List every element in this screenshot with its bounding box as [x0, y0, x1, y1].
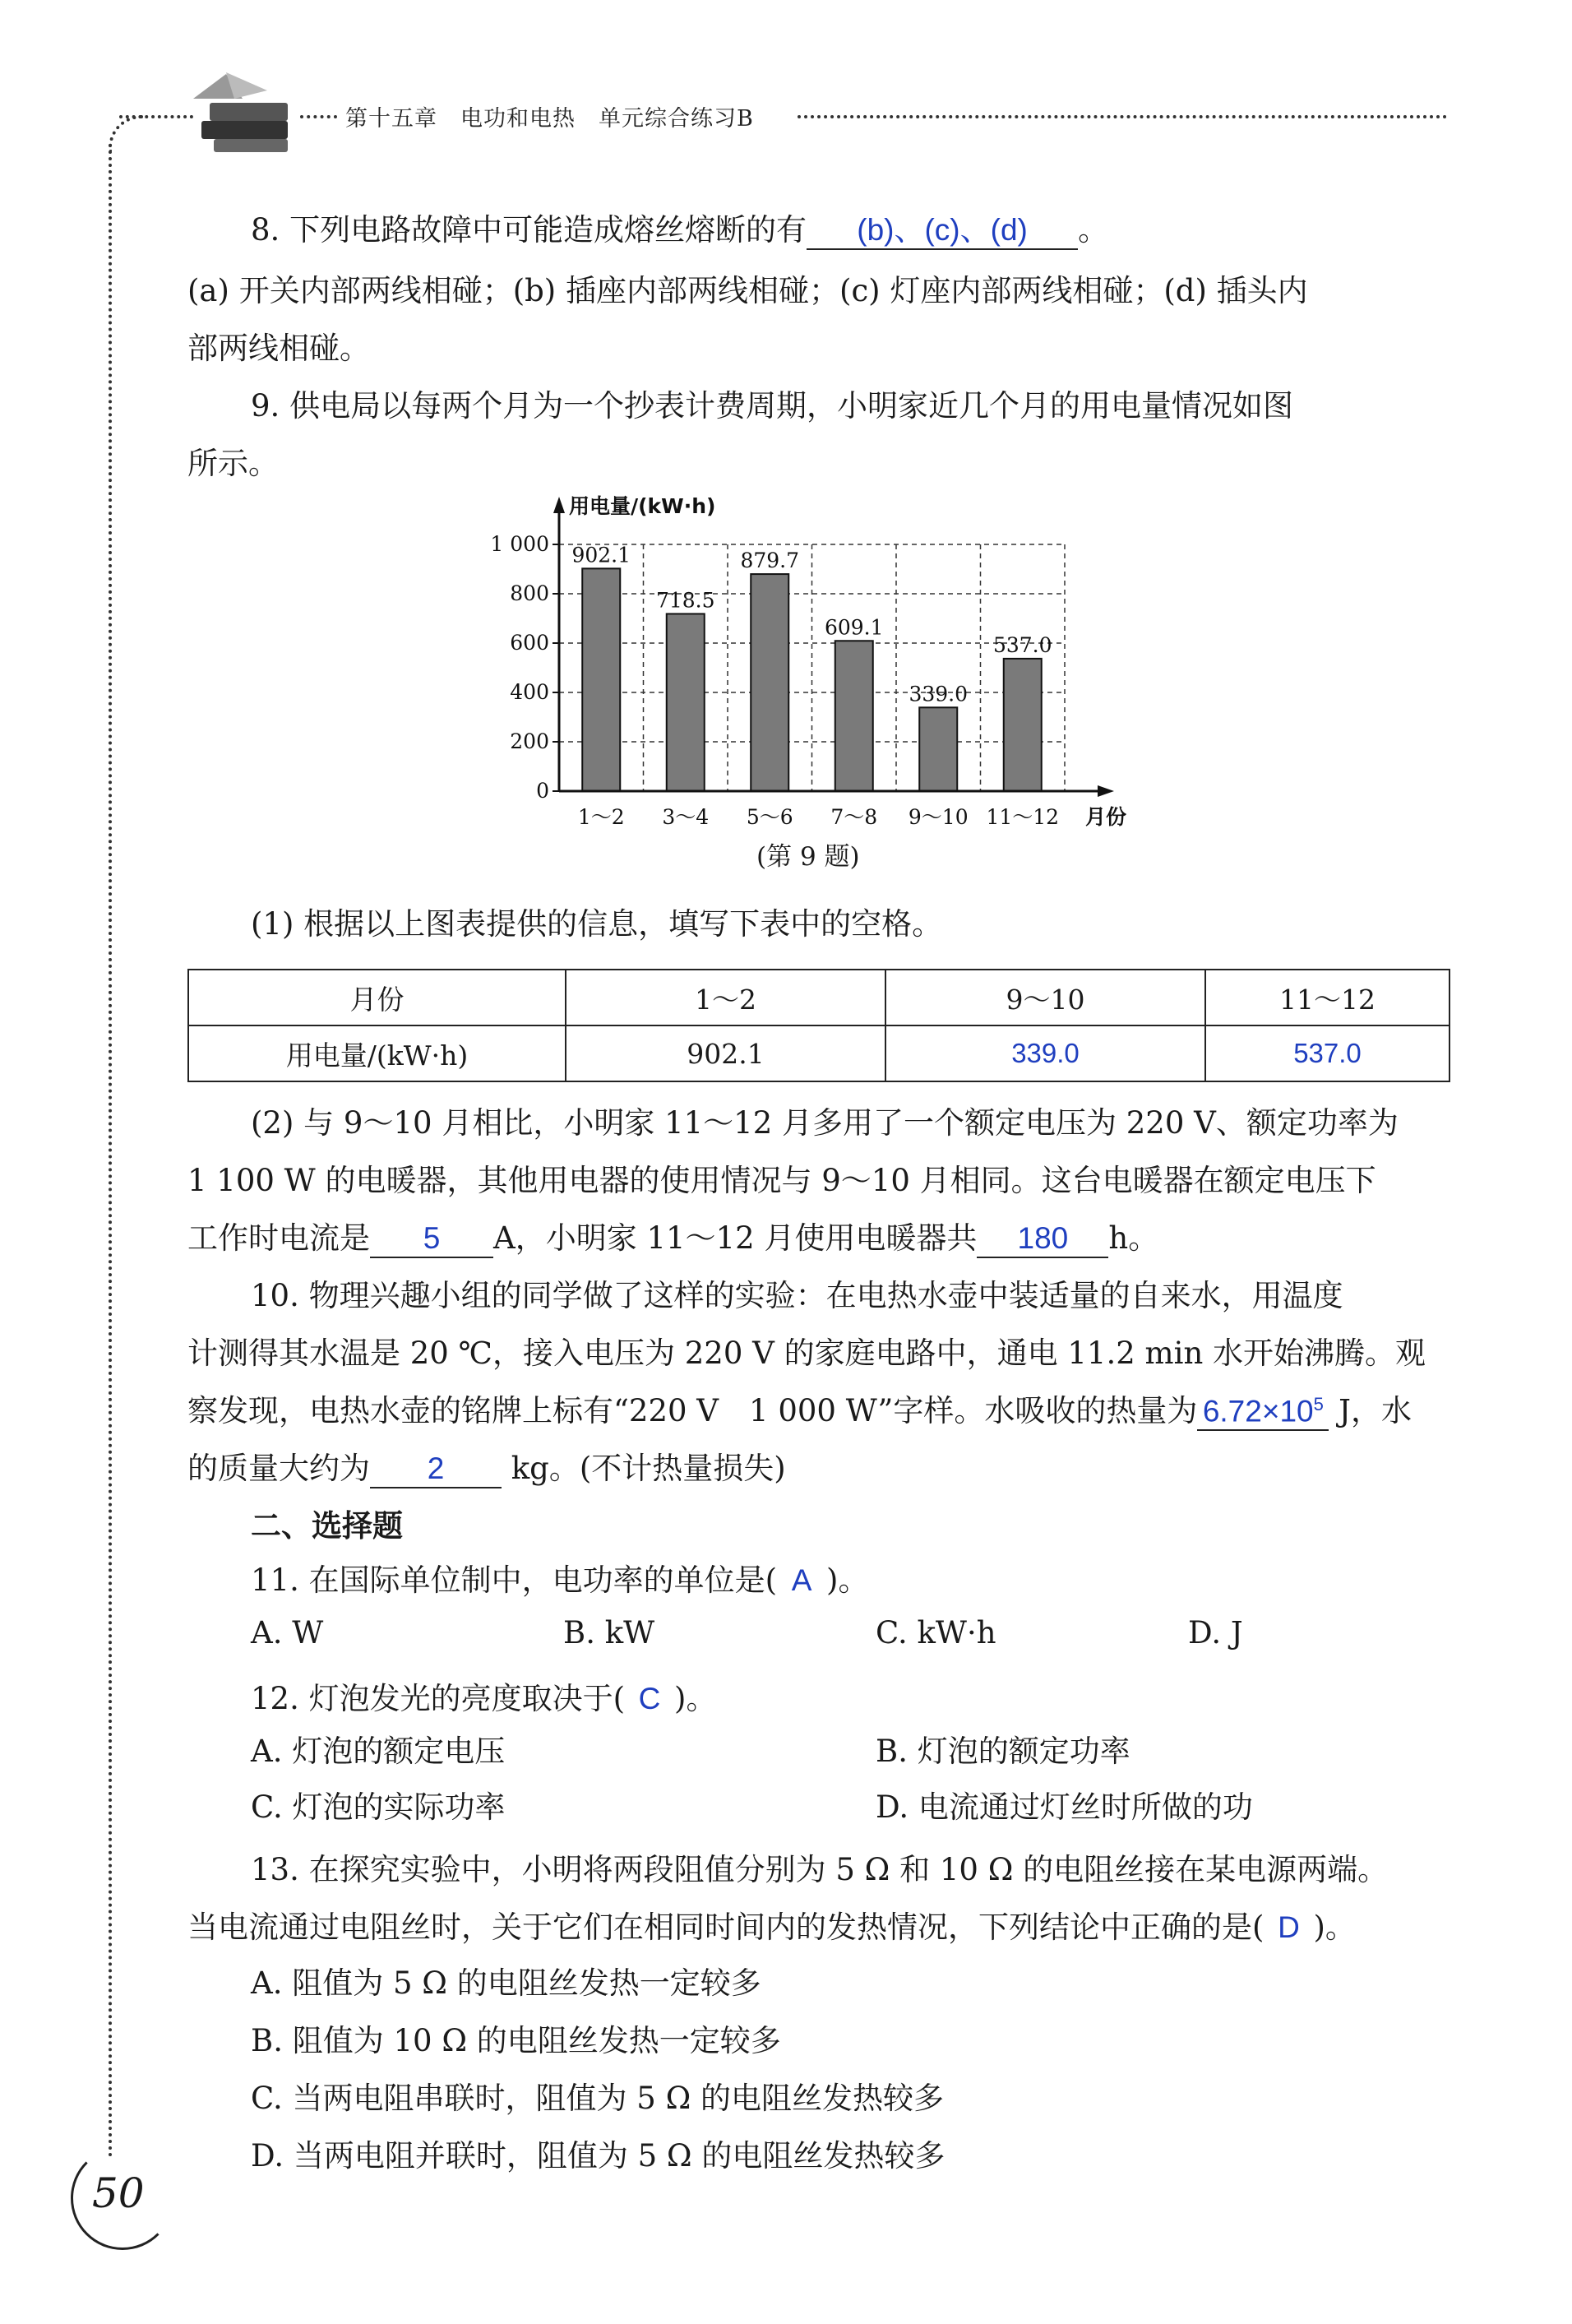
chart-y-tick-label: 200	[510, 729, 549, 753]
q10-text-b: J，水	[1339, 1393, 1412, 1428]
q11-answer: A	[791, 1563, 812, 1597]
page-number: 50	[92, 2169, 145, 2217]
table-header-cell: 1～2	[566, 970, 885, 1025]
q10-text-c: 的质量大约为	[187, 1451, 370, 1486]
q10-heat-blank	[1197, 1387, 1329, 1431]
q13-option-a: A. 阻值为 5 Ω 的电阻丝发热一定较多	[251, 1965, 761, 2001]
chart-bar	[1004, 659, 1042, 791]
chart-y-tick-label: 1 000	[490, 532, 549, 556]
left-margin-curve	[109, 115, 145, 151]
q10-mass-blank: 2	[370, 1451, 502, 1488]
table-row-label: 用电量/(kW·h)	[188, 1025, 566, 1081]
chart-value-label: 609.1	[824, 615, 884, 640]
q8-answer-blank: (b)、(c)、(d)	[807, 212, 1078, 250]
chart-y-tick-label: 800	[510, 581, 549, 605]
q9-part2-line1: (2) 与 9～10 月相比，小明家 11～12 月多用了一个额定电压为 220 V、额定功率为	[251, 1105, 1399, 1141]
chart-x-title: 月份	[1085, 805, 1127, 829]
chart-bar	[919, 707, 957, 791]
chart-bar	[582, 568, 620, 791]
usage-bar-chart	[460, 485, 1159, 872]
chart-y-title: 用电量/(kW·h)	[569, 494, 716, 518]
chart-category-label: 11～12	[986, 805, 1060, 829]
table-header-cell: 月份	[188, 970, 566, 1025]
header-dots-right	[798, 115, 1447, 118]
q12-stem: 12. 灯泡发光的亮度取决于(	[251, 1681, 626, 1716]
chart-category-label: 1～2	[577, 805, 625, 829]
q10-text-d: kg。(不计热量损失)	[511, 1451, 786, 1486]
header-title: 第十五章 电功和电热 单元综合练习B	[345, 106, 754, 132]
q11-stem: 11. 在国际单位制中，电功率的单位是(	[251, 1562, 778, 1598]
q8-options-line2: 部两线相碰。	[187, 331, 370, 366]
q13-line2	[187, 1896, 1454, 1959]
q13-stem: 当电流通过电阻丝时，关于它们在相同时间内的发热情况，下列结论中正确的是(	[187, 1910, 1265, 1945]
q9-line2: 所示。	[187, 446, 279, 481]
q9-hours-blank: 180	[977, 1220, 1108, 1258]
section-title-choice: 二、选择题	[251, 1508, 403, 1544]
q8-stem: 8. 下列电路故障中可能造成熔丝熔断的有	[251, 212, 807, 248]
chart-category-label: 3～4	[662, 805, 710, 829]
chart-caption: (第 9 题)	[756, 842, 860, 872]
q8-end: 。	[1078, 212, 1109, 248]
q13-option-b: B. 阻值为 10 Ω 的电阻丝发热一定较多	[251, 2023, 781, 2058]
q9-part1: (1) 根据以上图表提供的信息，填写下表中的空格。	[251, 906, 943, 942]
q10-text-a: 察发现，电热水壶的铭牌上标有“220 V 1 000 W”字样。水吸收的热量为	[187, 1393, 1198, 1428]
q9-current-blank: 5	[370, 1220, 493, 1258]
q11-option-d: D. J	[1188, 1615, 1243, 1650]
q12-option-a: A. 灯泡的额定电压	[251, 1734, 506, 1769]
q10-line2: 计测得其水温是 20 ℃，接入电压为 220 V 的家庭电路中，通电 11.2 min 水开始沸腾。观	[187, 1336, 1426, 1371]
q12-option-b: B. 灯泡的额定功率	[876, 1734, 1130, 1769]
q10-line3	[187, 1380, 1454, 1442]
q8-options-line1: (a) 开关内部两线相碰；(b) 插座内部两线相碰；(c) 灯座内部两线相碰；(d) 插头内	[187, 273, 1308, 308]
q12-option-d: D. 电流通过灯丝时所做的功	[876, 1789, 1253, 1825]
table-cell-given: 902.1	[566, 1025, 885, 1081]
q11-stem-line	[251, 1549, 1517, 1612]
q12-answer: C	[638, 1682, 661, 1715]
chart-y-tick-label: 0	[536, 779, 549, 803]
q9-part2-text-c: h。	[1108, 1220, 1159, 1256]
chart-category-label: 7～8	[830, 805, 878, 829]
q11-option-c: C. kW·h	[876, 1615, 996, 1650]
q11-stem-end: )。	[826, 1562, 869, 1598]
q13-option-c: C. 当两电阻串联时，阻值为 5 Ω 的电阻丝发热较多	[251, 2081, 945, 2116]
chart-bar	[835, 641, 873, 791]
usage-table	[187, 969, 1450, 1082]
q12-stem-line	[251, 1668, 1517, 1730]
chart-category-label: 5～6	[746, 805, 793, 829]
q11-option-b: B. kW	[563, 1615, 655, 1650]
chart-bar	[667, 613, 705, 791]
q9-part2-line3	[187, 1207, 1454, 1270]
q12-option-c: C. 灯泡的实际功率	[251, 1789, 506, 1825]
chart-value-label: 537.0	[992, 632, 1052, 657]
header-dots-mid	[300, 115, 337, 118]
chart-value-label: 902.1	[571, 543, 631, 567]
q9-part2-text-b: A，小明家 11～12 月使用电暖器共	[493, 1220, 978, 1256]
q9-part2-text-a: 工作时电流是	[187, 1220, 370, 1256]
q13-line1: 13. 在探究实验中，小明将两段阻值分别为 5 Ω 和 10 Ω 的电阻丝接在某电源两端。	[251, 1852, 1389, 1887]
q9-part2-line2: 1 100 W 的电暖器，其他用电器的使用情况与 9～10 月相同。这台电暖器在额定电压下	[187, 1163, 1376, 1198]
chart-gridlines	[559, 544, 1065, 791]
q10-line1: 10. 物理兴趣小组的同学做了这样的实验：在电热水壶中装适量的自来水，用温度	[251, 1278, 1343, 1313]
q10-heat-value: 6.72×10	[1202, 1394, 1314, 1428]
table-cell-answer: 537.0	[1205, 1025, 1449, 1081]
book-stack-icon	[177, 66, 300, 156]
q10-line4	[187, 1437, 1454, 1500]
chart-bar	[751, 574, 788, 791]
table-cell-answer: 339.0	[885, 1025, 1205, 1081]
chart-y-tick-label: 600	[510, 631, 549, 655]
q13-stem-end: )。	[1313, 1910, 1356, 1945]
chart-category-label: 9～10	[908, 805, 969, 829]
q8-stem-line	[251, 199, 1517, 262]
chart-value-label: 879.7	[740, 549, 800, 573]
chart-value-label: 718.5	[655, 588, 715, 613]
q11-option-a: A. W	[251, 1615, 324, 1650]
chart-y-arrow	[553, 497, 565, 513]
table-row	[188, 1025, 1449, 1081]
q13-option-d: D. 当两电阻并联时，阻值为 5 Ω 的电阻丝发热较多	[251, 2138, 946, 2174]
left-margin-dots	[109, 144, 112, 2159]
chart-value-label: 339.0	[909, 682, 969, 706]
table-header-cell: 11～12	[1205, 970, 1449, 1025]
q10-heat-exponent: 5	[1313, 1393, 1324, 1414]
q12-stem-end: )。	[674, 1681, 717, 1716]
header-decoration	[177, 66, 300, 156]
chart-y-tick-label: 400	[510, 680, 549, 704]
chart-x-arrow	[1098, 785, 1114, 797]
q13-answer: D	[1278, 1910, 1300, 1944]
q9-line1: 9. 供电局以每两个月为一个抄表计费周期，小明家近几个月的用电量情况如图	[251, 388, 1294, 424]
table-header-cell: 9～10	[885, 970, 1205, 1025]
table-header-row	[188, 970, 1449, 1025]
